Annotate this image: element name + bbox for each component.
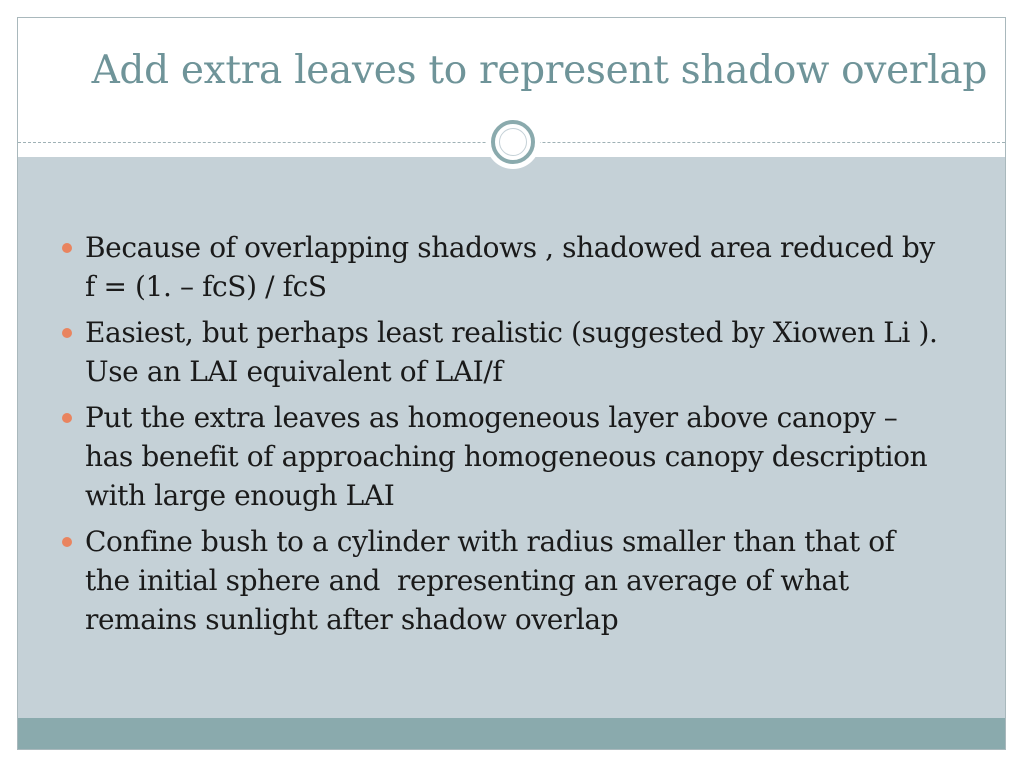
bullet-text: Because of overlapping shadows , shadowed area reduced by f = (1. – fcS) / fcS [85, 231, 952, 303]
bullet-item [60, 228, 952, 306]
footer-bar [18, 718, 1005, 750]
bullet-item [60, 522, 940, 639]
bullet-item [60, 313, 955, 391]
slide-title: Add extra leaves to represent shadow overlap [91, 48, 987, 93]
bullet-text: Put the extra leaves as homogeneous layer above canopy – has benefit of approaching homogeneous canopy description with large enough LAI [85, 401, 936, 512]
ring-outer-circle [491, 120, 535, 164]
bullet-text: Confine bush to a cylinder with radius smaller than that of the initial sphere and representing an average of what remains sunlight after shadow overlap [85, 525, 904, 636]
bullet-text: Easiest, but perhaps least realistic (suggested by Xiowen Li ). Use an LAI equivalent of LAI/f [85, 316, 955, 388]
bullet-item [60, 398, 940, 515]
ring-ornament-icon [486, 115, 540, 169]
bullet-list [60, 228, 955, 646]
ring-inner-circle [499, 128, 527, 156]
bullet-dot-icon [62, 537, 72, 547]
bullet-dot-icon [62, 243, 72, 253]
bullet-dot-icon [62, 413, 72, 423]
bullet-dot-icon [62, 328, 72, 338]
